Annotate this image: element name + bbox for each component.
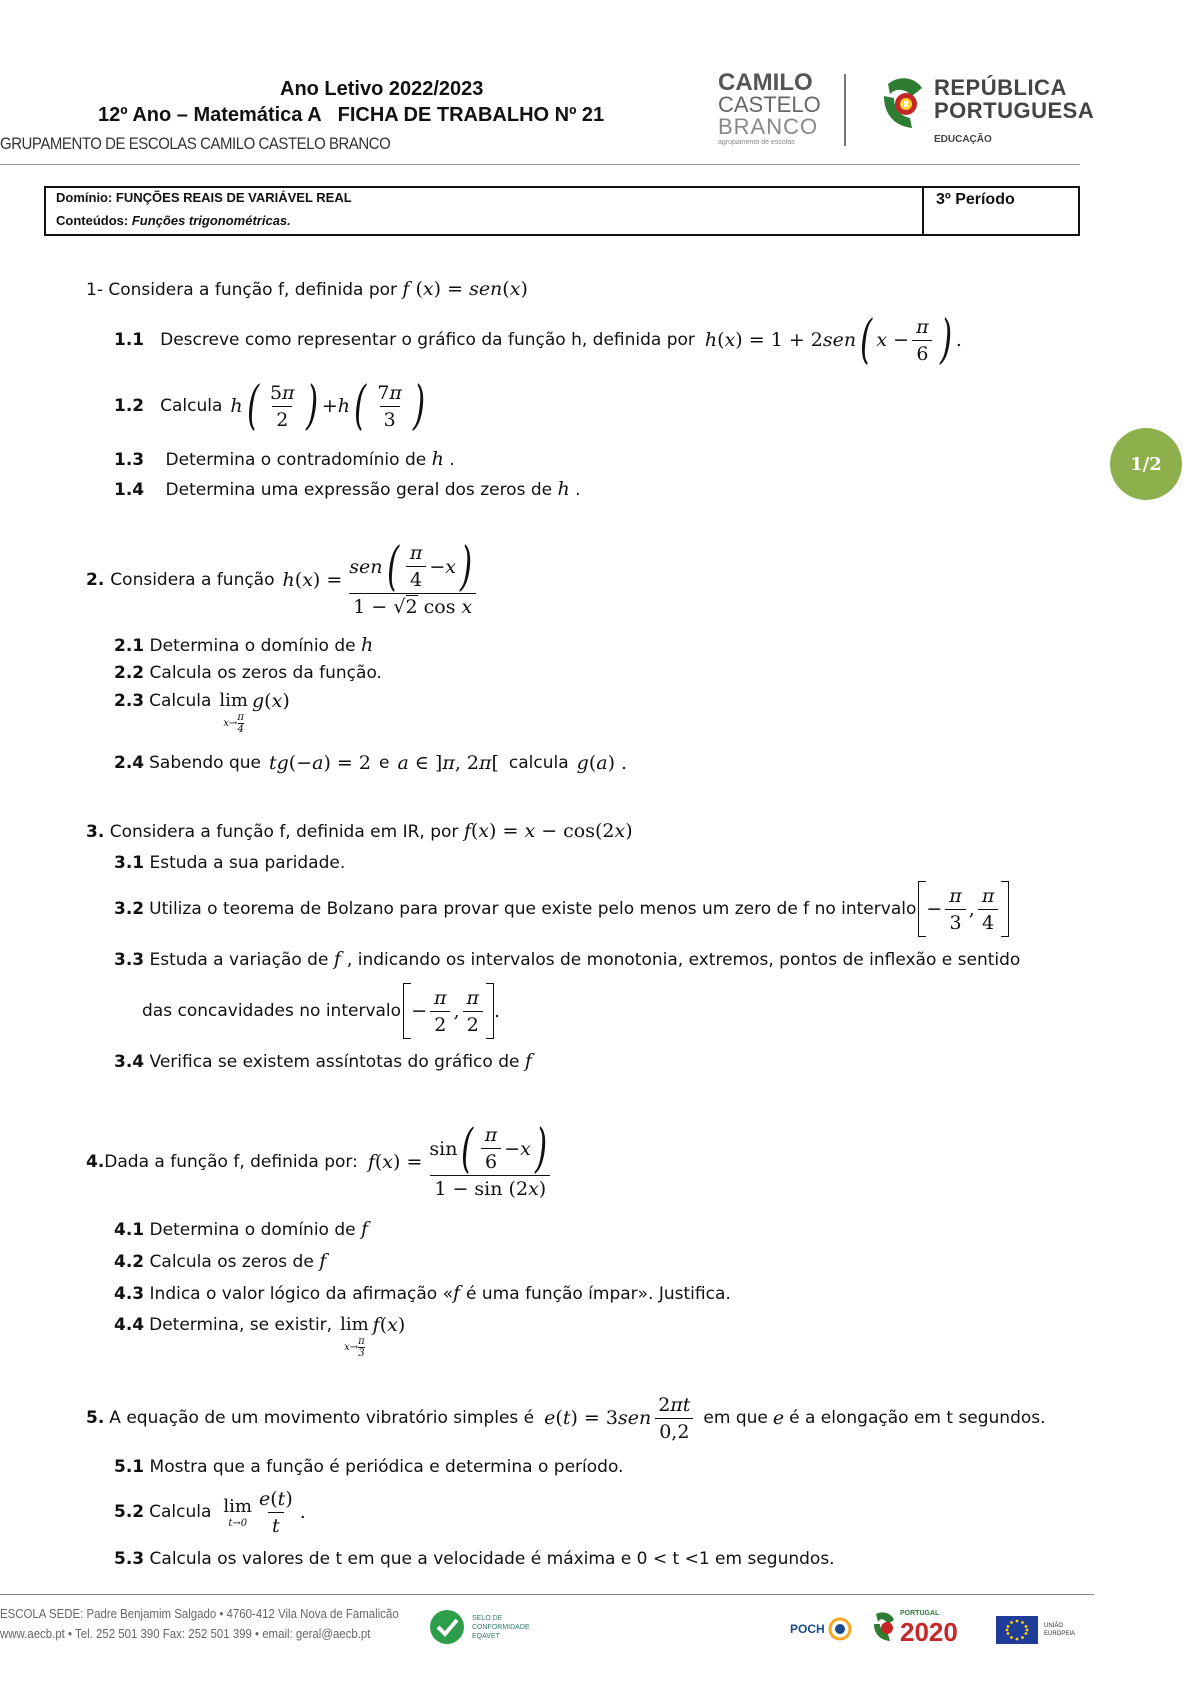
q2-3 — [114, 690, 290, 735]
q3-3-cont — [142, 980, 500, 1042]
q4-statement — [86, 1112, 558, 1212]
q3-4-number: 3.4 — [114, 1052, 145, 1072]
q1-1-text: Descreve como representar o gráfico da função h, definida por — [160, 330, 695, 350]
q2-4 — [114, 752, 627, 774]
q1-4-text: Determina uma expressão geral dos zeros de — [165, 480, 553, 500]
q5-3-text: Calcula os valores de t em que a velocidade é máxima e 0 < t <1 em segundos. — [149, 1549, 835, 1569]
info-box — [44, 186, 1080, 236]
q4-4-number: 4.4 — [114, 1315, 145, 1335]
poch-text: POCH — [790, 1622, 825, 1636]
footer-rule — [0, 1594, 1094, 1595]
eu-label: UNIÃO EUROPEIA — [1044, 1623, 1076, 1637]
q1-4-var: h — [557, 478, 570, 500]
eu-flag-icon — [996, 1616, 1038, 1644]
q5-2-limit: lim t→0 — [223, 1495, 252, 1529]
q2-4-calc: calcula — [508, 753, 569, 773]
q3-2-number: 3.2 — [114, 899, 145, 919]
poch-swirl-icon — [827, 1616, 853, 1642]
portugal-emblem-icon — [872, 1610, 896, 1642]
q2-4-formula: tg(−a) = 2 — [268, 752, 371, 774]
q2-4-number: 2.4 — [114, 753, 145, 773]
q4-3-var: f — [452, 1282, 467, 1304]
q2-3-number: 2.3 — [114, 691, 145, 711]
q4-3-number: 4.3 — [114, 1284, 145, 1304]
worksheet-title: 12º Ano – Matemática A FICHA DE TRABALHO Nº 21 — [98, 104, 605, 126]
q1-2-text: Calcula — [160, 396, 223, 416]
portuguesa-line: PORTUGUESA — [934, 98, 1095, 123]
contents-label: Conteúdos: — [56, 213, 129, 228]
footer-address: ESCOLA SEDE: Padre Benjamim Salgado • 4760-412 Vila Nova de Famalicão — [0, 1606, 399, 1621]
q3-3-number: 3.3 — [114, 950, 145, 970]
q4-2-var: f — [319, 1250, 327, 1272]
q4-title: Dada a função f, definida por: — [104, 1152, 358, 1172]
q2-4-target: g(a) . — [576, 752, 628, 774]
q4-number: 4. — [86, 1152, 105, 1172]
info-box-divider — [922, 188, 924, 234]
q1-3-number: 1.3 — [114, 450, 145, 470]
q2-2-text: Calcula os zeros da função. — [149, 663, 382, 683]
q2-formula: h ( x ) = sen ( $\frac{\pi}{4}$ − x ) 1 − √2 cos x — [283, 542, 484, 618]
q5-statement — [86, 1386, 1046, 1450]
q4-1-var: f — [361, 1218, 369, 1240]
q4-4-text: Determina, se existir, — [149, 1315, 333, 1335]
q5-3-number: 5.3 — [114, 1549, 145, 1569]
q3-1-text: Estuda a sua paridade. — [149, 853, 346, 873]
q3-3-interval: − $\frac{\pi}{2}$ , $\frac{\pi}{2}$ . — [403, 983, 500, 1039]
q4-2-number: 4.2 — [114, 1252, 145, 1272]
q1-2 — [114, 378, 429, 434]
republica-portuguesa-text — [934, 76, 1094, 122]
q2-number: 2. — [86, 570, 105, 590]
logo-text-branco: BRANCO — [718, 114, 819, 139]
eu-logo — [996, 1616, 1094, 1644]
q2-3-text: Calcula — [149, 691, 212, 711]
eqavet-label: SELO DE CONFORMIDADE EQAVET — [472, 1614, 530, 1640]
q1-statement — [86, 278, 528, 301]
q5-var: e — [772, 1407, 785, 1429]
q5-title2: em que — [703, 1408, 768, 1428]
q1-1 — [114, 312, 962, 368]
q3-1 — [114, 852, 345, 874]
q4-4-limit: lim x→ $\frac{\pi}{3}$ — [340, 1314, 369, 1359]
p2020-label: 2020 — [900, 1617, 958, 1647]
q1-4-number: 1.4 — [114, 480, 145, 500]
footer-contacts: www.aecb.pt • Tel. 252 501 390 Fax: 252 501 399 • email: geral@aecb.pt — [0, 1626, 371, 1641]
q4-3-text: Indica o valor lógico da afirmação « — [149, 1284, 453, 1304]
q3-3-text3: das concavidades no intervalo — [142, 1001, 402, 1021]
q5-1-number: 5.1 — [114, 1457, 145, 1477]
q1-formula: f (x) = sen(x) — [402, 278, 528, 300]
q5-1 — [114, 1456, 623, 1478]
q5-title: A equação de um movimento vibratório simples é — [109, 1408, 535, 1428]
q1-title: 1- Considera a função f, definida por — [86, 280, 398, 300]
q4-1-text: Determina o domínio de — [149, 1220, 356, 1240]
logo-text-castelo: CASTELO — [718, 92, 821, 117]
q3-3-var: f — [333, 948, 347, 970]
q4-4-formula: f(x) — [372, 1314, 406, 1336]
q3-2-interval: − $\frac{\pi}{3}$ , $\frac{\pi}{4}$ — [918, 881, 1009, 937]
republica-emblem-icon — [882, 74, 924, 134]
educacao-label: EDUCAÇÃO — [934, 134, 992, 145]
q2-4-text: Sabendo que — [149, 753, 261, 773]
q3-3-text2: , indicando os intervalos de monotonia, extremos, pontos de inflexão e sentido — [346, 950, 1021, 970]
q3-number: 3. — [86, 822, 105, 842]
q3-2 — [114, 878, 1009, 940]
q4-formula: f ( x ) = sin ( $\frac{\pi}{6}$ − x ) 1 − sin (2x) — [368, 1124, 558, 1200]
q1-3: 1.3 Determina o contradomínio de h . — [114, 448, 455, 470]
q1-2-formula: h ( $\frac{5\pi}{2}$ ) + h ( $\frac{7\pi}{3}$ ) — [230, 376, 426, 436]
logo-text-camilo: CAMILO — [718, 69, 813, 96]
q1-2-number: 1.2 — [114, 396, 145, 416]
contents-value: Funções trigonométricas. — [131, 213, 291, 228]
portugal-label: PORTUGAL — [900, 1610, 940, 1617]
q3-2-text: Utiliza o teorema de Bolzano para provar que existe pelo menos um zero de f no intervalo — [149, 899, 917, 919]
q2-statement — [86, 530, 483, 630]
q1-3-text: Determina o contradomínio de — [165, 450, 427, 470]
q5-number: 5. — [86, 1408, 105, 1428]
q1-4: 1.4 Determina uma expressão geral dos zeros de h . — [114, 478, 581, 500]
portugal-2020-logo — [872, 1608, 958, 1647]
q1-1-number: 1.1 — [114, 330, 145, 350]
q2-4-and: e — [378, 753, 390, 773]
q1-3-var: h — [431, 448, 444, 470]
poch-logo — [790, 1616, 853, 1642]
q4-1-number: 4.1 — [114, 1220, 145, 1240]
q5-title3: é a elongação em t segundos. — [789, 1408, 1046, 1428]
q5-3 — [114, 1548, 835, 1570]
eqavet-badge — [428, 1608, 552, 1646]
q2-2-number: 2.2 — [114, 663, 145, 683]
q3-4 — [114, 1050, 532, 1073]
contents-row — [56, 213, 291, 228]
q2-3-limit: lim x→ $\frac{\pi}{4}$ — [219, 690, 248, 735]
q4-2 — [114, 1250, 326, 1273]
q3-4-text: Verifica se existem assíntotas do gráfico de — [149, 1052, 520, 1072]
q2-1-number: 2.1 — [114, 636, 145, 656]
q5-2-formula: $\frac{e(t)}{t}$ . — [259, 1487, 306, 1537]
q1-1-formula: h ( x ) = 1 + 2 sen ( x − $\frac{\pi}{6}$ ) . — [704, 310, 962, 370]
q2-3-formula: g(x) — [252, 690, 290, 712]
checkmark-seal-icon — [428, 1608, 466, 1646]
q4-2-text: Calcula os zeros de — [149, 1252, 314, 1272]
header-rule — [0, 164, 1080, 165]
school-year: Ano Letivo 2022/2023 — [280, 78, 484, 100]
q4-4 — [114, 1314, 405, 1359]
q3-3 — [114, 948, 1020, 971]
q5-1-text: Mostra que a função é periódica e determina o período. — [149, 1457, 624, 1477]
q3-3-text: Estuda a variação de — [149, 950, 329, 970]
q5-2 — [114, 1484, 306, 1540]
period-label: 3º Período — [936, 191, 1015, 208]
school-group-name: GRUPAMENTO DE ESCOLAS CAMILO CASTELO BRANCO — [0, 134, 391, 153]
q2-4-interval: a ∈ ]π, 2π[ — [397, 752, 499, 774]
q3-title: Considera a função f, definida em IR, por — [109, 822, 459, 842]
q5-formula: e ( t ) = 3 sen $\frac{2\pi t}{0,2}$ — [544, 1394, 697, 1443]
logo-divider — [844, 74, 846, 146]
q2-title: Considera a função — [110, 570, 275, 590]
q5-2-number: 5.2 — [114, 1502, 145, 1522]
q2-2 — [114, 662, 382, 684]
page-number-badge — [1110, 428, 1182, 500]
q4-1 — [114, 1218, 368, 1241]
q3-1-number: 3.1 — [114, 853, 145, 873]
q4-3-text2: é uma função ímpar». Justifica. — [466, 1284, 731, 1304]
q3-statement — [86, 820, 633, 843]
q3-formula: f(x) = x − cos(2x) — [463, 820, 633, 842]
q5-2-text: Calcula — [149, 1502, 212, 1522]
q2-1 — [114, 634, 373, 657]
page-number-text: 1/2 — [1130, 453, 1162, 475]
camilo-castelo-branco-logo — [718, 69, 821, 148]
q3-4-var: f — [524, 1050, 532, 1072]
domain-label: Domínio: FUNÇÕES REAIS DE VARIÁVEL REAL — [56, 190, 352, 205]
q4-3 — [114, 1282, 731, 1305]
republica-line: REPÚBLICA — [934, 75, 1067, 100]
logo-tagline: agrupamento de escolas — [718, 139, 795, 146]
q2-1-text: Determina o domínio de — [149, 636, 356, 656]
q2-1-var: h — [361, 634, 374, 656]
